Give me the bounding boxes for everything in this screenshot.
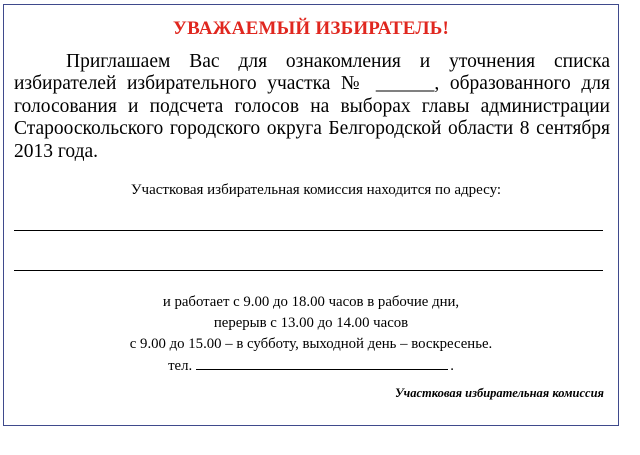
address-blank-line-2 bbox=[14, 270, 603, 271]
phone-end: . bbox=[450, 358, 454, 374]
address-blank-line-1 bbox=[14, 230, 603, 231]
address-label: Участковая избирательная комиссия находится по адресу: bbox=[130, 182, 502, 198]
schedule-break: перерыв с 13.00 до 14.00 часов bbox=[213, 315, 409, 332]
work-schedule bbox=[4, 292, 618, 356]
phone-blank-line bbox=[196, 355, 448, 370]
phone-label: тел. bbox=[168, 358, 193, 374]
notice-title: УВАЖАЕМЫЙ ИЗБИРАТЕЛЬ! bbox=[172, 18, 450, 39]
phone-row bbox=[4, 355, 618, 375]
schedule-weekdays: и работает с 9.00 до 18.00 часов в рабочие дни, bbox=[162, 294, 460, 310]
schedule-weekend: с 9.00 до 15.00 – в субботу, выходной день – воскресенье. bbox=[129, 336, 493, 353]
invitation-text: Приглашаем Вас для ознакомления и уточнения списка избирателей избирательного участка № ______, образованного для голосования и подсчета голосов на выборах главы администрации Старооскольского городского округа Белгородской области 8 сентября 2013 года. bbox=[14, 51, 610, 162]
signature: Участковая избирательная комиссия bbox=[394, 386, 604, 400]
voter-notice bbox=[3, 4, 619, 426]
